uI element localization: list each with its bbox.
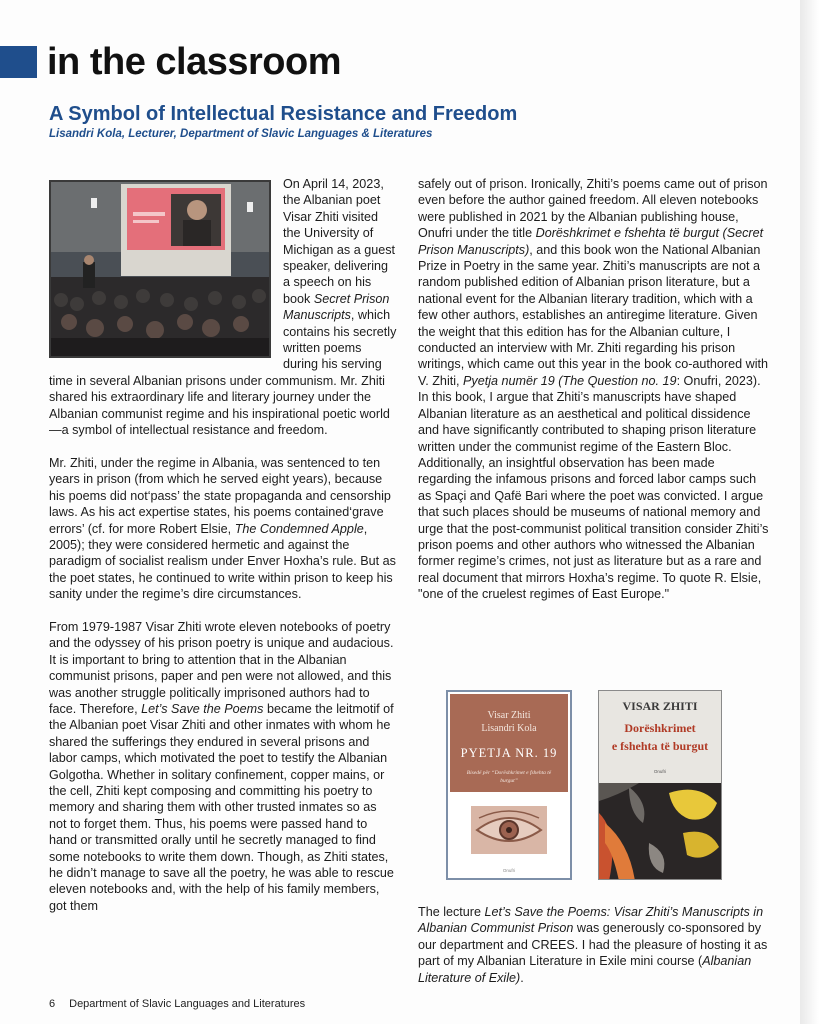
left-paragraph-2: Mr. Zhiti, under the regime in Albania, was sentenced to ten years in prison (from which he served eight years), because his poems did not‘pass’ the state propaganda and censorship laws. As his act expertise states, his poems contained‘grave errors’ (cf. for more Robert Elsie, The Condemned Apple, 2005); they were considered hermetic and against the paradigm of socialist realism under Enver Hoxha’s rule. But as the poet states, he continued to write within prison to keep his sanity under the regime’s dire circumstances. (49, 455, 396, 602)
page-edge-shadow (800, 0, 819, 1024)
lecture-caption: The lecture Let’s Save the Poems: Visar Zhiti’s Manuscripts in Albanian Communist Prison was generously co-sponsored by our department and CREES. I had the pleasure of hosting it as part of my Albanian Literature in Exile mini course (Albanian Literature of Exile). (418, 905, 768, 985)
lecture-photo (49, 180, 271, 358)
article-headline: A Symbol of Intellectual Resistance and Freedom (49, 103, 518, 125)
book1-title: PYETJA NR. 19 (460, 746, 558, 760)
left-paragraph-3: From 1979-1987 Visar Zhiti wrote eleven notebooks of poetry and the odyssey of his prison poetry is unique and audacious. It is important to bring to attention that in the Albanian communist prisons, paper and pen were not allowed, and this was another struggle politically imprisoned authors had to face. Therefore, Let’s Save the Poems became the leitmotif of the Albanian poet Visar Zhiti and other inmates with whom he shared the sufferings they endured in several prisons and labor camps, which motivated the poet to testify the Albanian Golgotha. Whether in solitary confinement, copper mains, or the cell, Zhiti kept composing and committing his poetry to memory and sharing them with other trusted inmates so as not to forget them. Thus, his poems were passed hand to hand or transmitted orally until he secretly managed to find some notebooks to write them down. Though, as Zhiti states, he didn’t manage to save all the poetry, he was able to rescue eleven notebooks and, with the help of his family members, got them (49, 619, 394, 913)
book1-coauthor: Lisandri Kola (481, 723, 537, 734)
left-column (49, 176, 397, 914)
book1-author: Visar Zhiti (487, 710, 531, 721)
book2-title-line2: e fshehta të burgut (611, 739, 709, 753)
book-cover-doreshkrimet (598, 690, 722, 880)
book1-subtitle: Bisedë për “Dorëshkrimet e fshehta të burgut” (466, 770, 552, 784)
book2-publisher: Onufri (653, 769, 667, 774)
footer-department: Department of Slavic Languages and Literatures (69, 998, 306, 1010)
left-paragraph-1: On April 14, 2023, the Albanian poet Visar Zhiti visited the University of Michigan as a guest speaker, delivering a speech on his book Secret Prison Manuscripts, which contains his secretly written poems during his serving time in several Albanian prisons under communism. Mr. Zhiti shared his extraordinary life and literary journey under the Albanian communist regime and his inspirational poetic world—a symbol of intellectual resistance and freedom. (49, 177, 397, 438)
lecture-hall-image (51, 182, 269, 356)
section-title: in the classroom (47, 41, 341, 83)
right-column (418, 176, 770, 603)
right-paragraph-1: safely out of prison. Ironically, Zhiti’s poems came out of prison even before the author gained freedom. All eleven notebooks were published in 2021 by the Albanian publishing house, Onufri under the title Dorëshkrimet e fshehta të burgut (Secret Prison Manuscripts), and this book won the National Albanian Prize in Poetry in the same year. Zhiti’s manuscripts are not a random published edition of Albanian prison literature, but a national event for the Albanian literary tradition, which with a few other authors, establishes an antiregime literature. Given the weight that this edition has for the Albanian culture, I conducted an interview with Mr. Zhiti regarding his prison writings, which came out this year in the book co-authored with V. Zhiti, Pyetja numër 19 (The Question no. 19: Onufri, 2023). In this book, I argue that Zhiti’s manuscripts have shaped Albanian literature as an aesthetical and political dissidence and have significantly contributed to shaping prison literature written under the communist regime of the Eastern Bloc. Additionally, an insightful observation has been made regarding the infamous prisons and forced labor camps such as Spaçi and Qafë Bari where the poet was convicted. I argue that such places should be museums of national memory and urge that the post-communist political transition consider Zhiti’s prison poems and other authors who witnessed the Albanian former regime’s crimes, not just as literature but as a rare and real document that mirrors Hoxha’s regime. To quote R. Elsie, "one of the cruelest regimes of East Europe." (418, 177, 769, 602)
page-number: 6 (49, 998, 56, 1010)
page-footer (49, 998, 305, 1010)
book-covers (446, 690, 726, 882)
abstract-painting-icon (599, 783, 721, 880)
section-marker-bar (0, 46, 37, 78)
eye-drawing-icon (469, 804, 549, 856)
book2-title-line1: Dorëshkrimet (624, 721, 696, 735)
book-cover-pyetja (446, 690, 572, 880)
book2-author: VISAR ZHITI (622, 699, 698, 713)
article-byline: Lisandri Kola, Lecturer, Department of Slavic Languages & Literatures (49, 128, 433, 140)
book1-publisher: Onufri (502, 868, 516, 873)
